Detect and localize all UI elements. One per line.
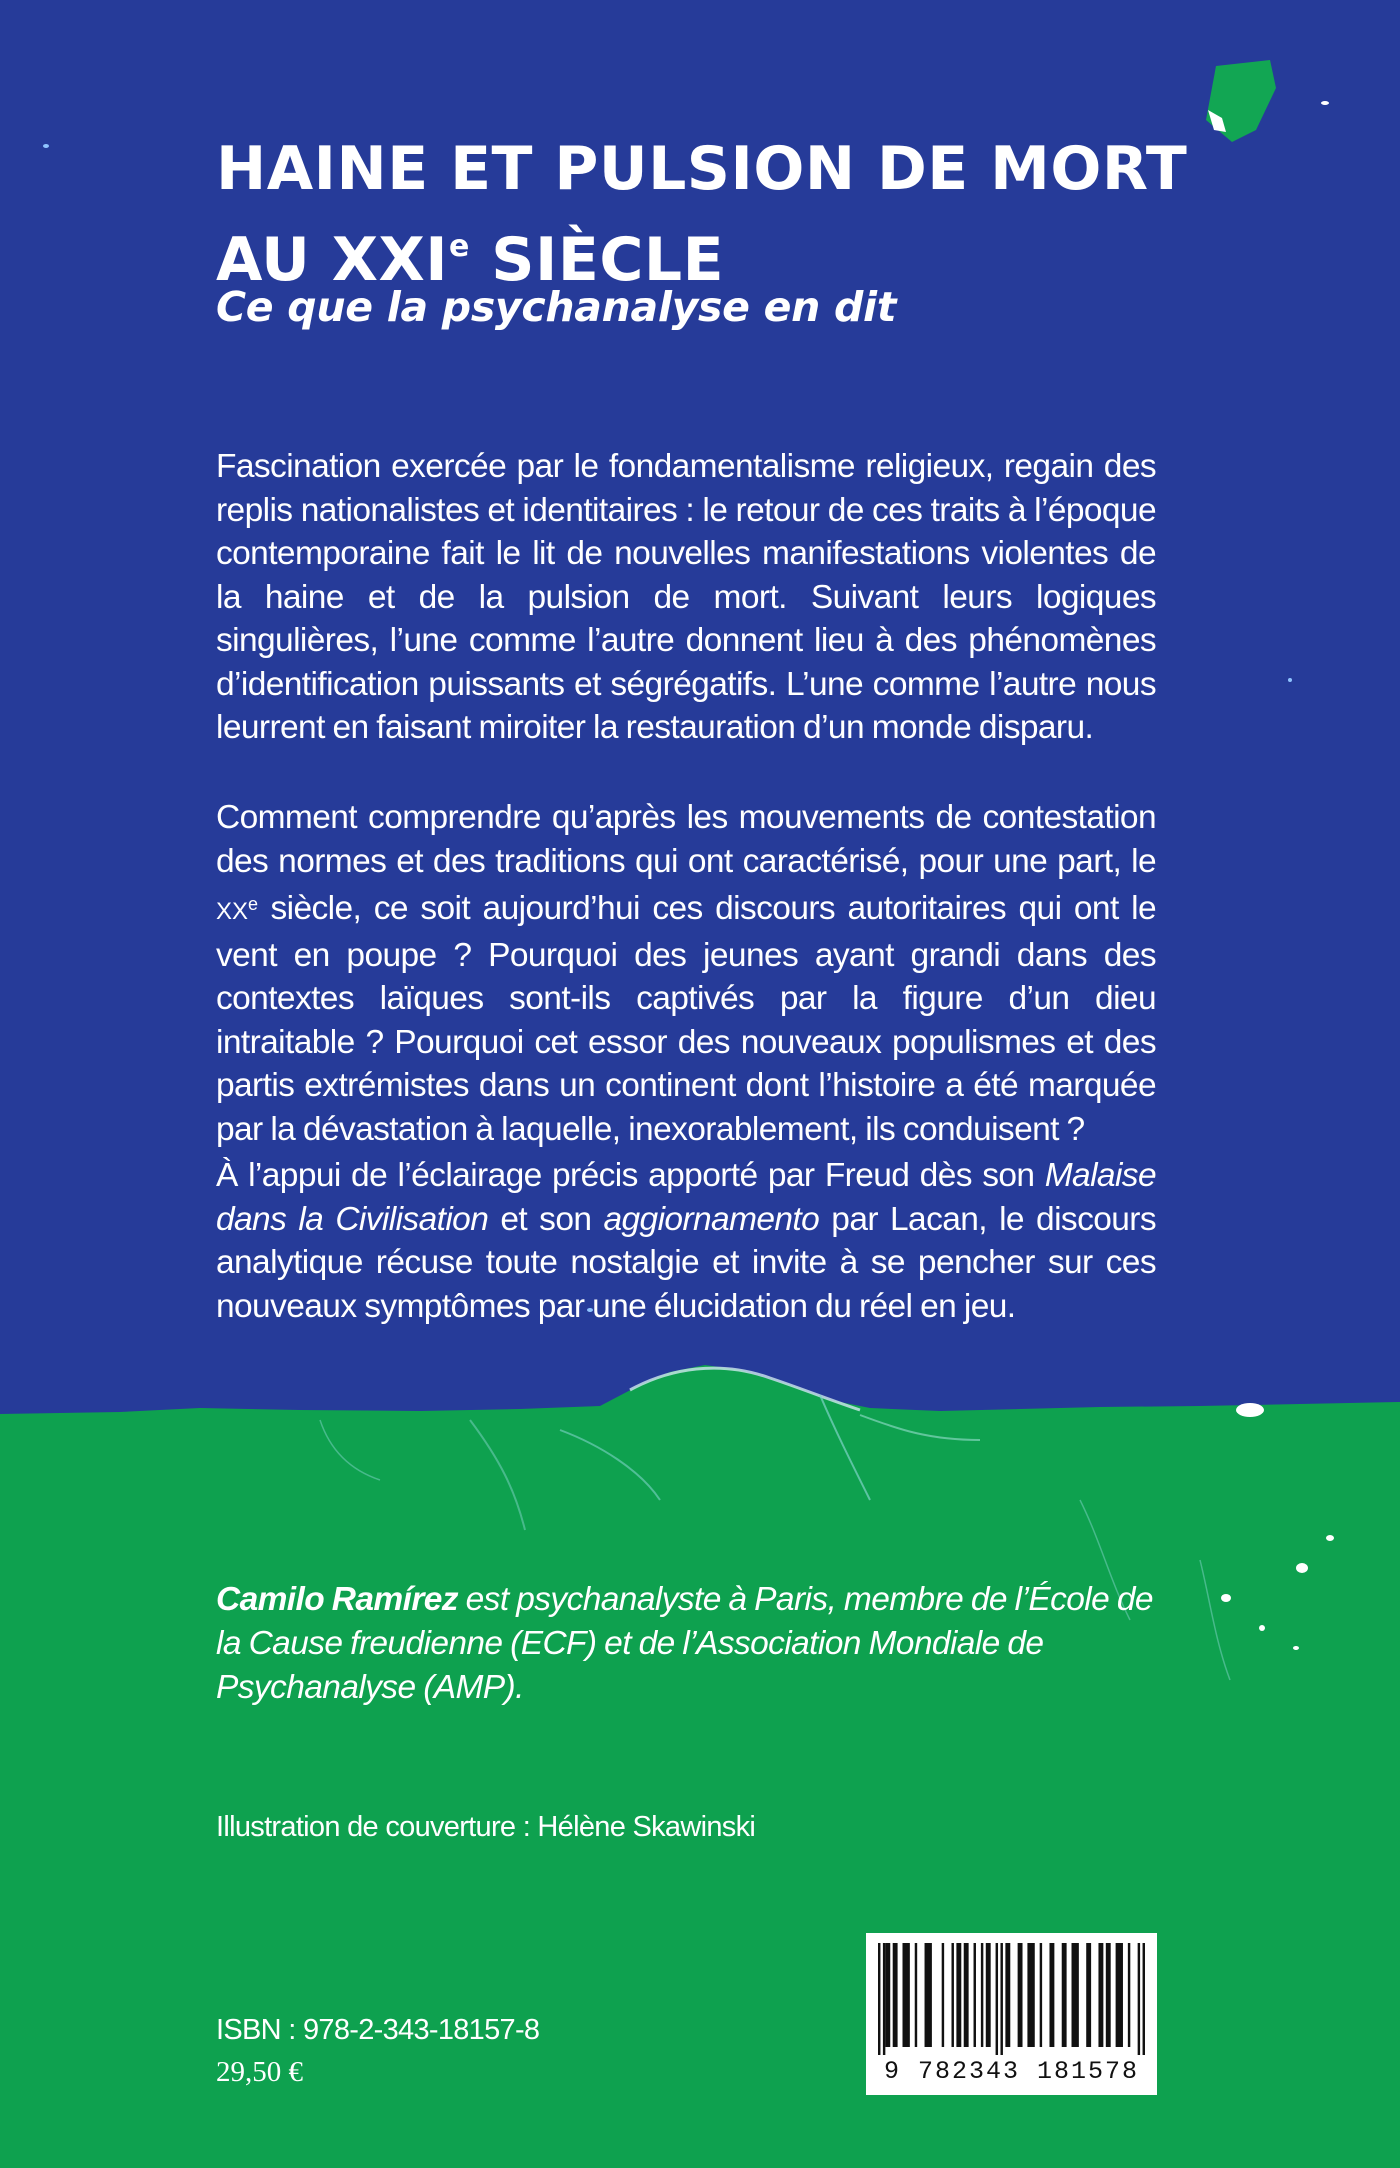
book-title [216, 130, 1216, 299]
white-paint-fleck [1293, 1646, 1299, 1650]
author-bio-text: est psychanalyste à Paris, membre de l’École de la Cause freudienne (ECF) et de l’Association Mondiale de Psychanalyse (AMP). [216, 1581, 1153, 1706]
barcode-bar [964, 1943, 969, 2047]
barcode-bar [1000, 1943, 1002, 2055]
blurb-paragraph-2 [216, 796, 1156, 1151]
barcode-bar [925, 1943, 932, 2047]
barcode-bar [1072, 1943, 1079, 2047]
barcode-bar [996, 1943, 998, 2055]
isbn-text: ISBN : 978-2-343-18157-8 [216, 2014, 540, 2046]
barcode-bar [1128, 1943, 1130, 2047]
white-paint-fleck [1288, 678, 1292, 682]
blurb-paragraph-3-text [216, 1154, 1156, 1328]
barcode-bar [1106, 1943, 1111, 2047]
barcode-bar [1143, 1943, 1145, 2055]
title-siecle-text: SIÈCLE [469, 225, 725, 295]
price-text: 29,50 € [216, 2056, 303, 2088]
barcode-bar [915, 1943, 917, 2047]
barcode-bar [1049, 1943, 1054, 2047]
barcode-bar [1116, 1943, 1123, 2047]
isbn-barcode [866, 1933, 1157, 2095]
white-paint-fleck [1221, 1594, 1231, 1602]
barcode-bar [1086, 1943, 1091, 2047]
century-suffix: e [248, 894, 259, 914]
barcode-bar [893, 1943, 898, 2047]
white-paint-fleck [1296, 1563, 1308, 1573]
barcode-bar [903, 1943, 910, 2047]
barcode-bar [974, 1943, 976, 2047]
blurb-paragraph-2-text [216, 796, 1156, 1151]
illustration-credit: Illustration de couverture : Hélène Skawinski [216, 1811, 756, 1843]
blurb-paragraph-1 [216, 445, 1156, 750]
white-paint-fleck [1236, 1403, 1264, 1417]
title-century-suffix: e [449, 229, 470, 264]
blurb-paragraph-3 [216, 1154, 1156, 1328]
green-hill-area [0, 1365, 1400, 2168]
barcode-bar [981, 1943, 983, 2047]
author-name: Camilo Ramírez [216, 1581, 458, 1618]
title-century-text: AU XXI [216, 225, 449, 295]
title-line-1: HAINE ET PULSION DE MORT [216, 134, 1188, 204]
barcode-bar [1040, 1943, 1042, 2047]
aggiornamento-term: aggiornamento [603, 1200, 820, 1238]
blurb-p3-part-a: À l’appui de l’éclairage précis apporté par Freud dès son [216, 1157, 1045, 1194]
barcode-bar [878, 1943, 880, 2055]
barcode-bar [1138, 1943, 1140, 2055]
blurb-p3-part-b: et son [488, 1200, 604, 1238]
book-subtitle: Ce que la psychanalyse en dit [216, 283, 897, 331]
century-numeral: XX [216, 898, 249, 925]
blurb-p3-part-c: par Lacan, le discours analytique récuse toute nostalgie et invite à se pencher sur ces nouveaux symptômes par une élucidation du réel en jeu. [216, 1200, 1156, 1325]
barcode-bar [1027, 1943, 1034, 2047]
barcode-bar [885, 1943, 890, 2047]
blurb-paragraph-1-text: Fascination exercée par le fondamentalisme religieux, regain des replis nationalistes et identitaires : le retour de ces traits à l’époque contemporaine fait le lit de nouvelles manifestations violentes de la haine et de la pulsion de mort. Suivant leurs logiques singulières, l’une comme l’autre donnent lieu à des phénomènes d’identification puissants et ségrégatifs. L’une comme l’autre nous leurrent en faisant miroiter la restauration d’un monde disparu. [216, 448, 1156, 746]
barcode-bar [1062, 1943, 1067, 2047]
white-paint-fleck [1321, 101, 1329, 105]
white-paint-fleck [43, 144, 49, 148]
freud-work-title: Malaise dans la Civilisation [216, 1157, 1156, 1238]
barcode-bar [956, 1943, 961, 2047]
barcode-bar [1098, 1943, 1103, 2047]
barcode-bar [883, 1943, 885, 2055]
white-paint-fleck [1326, 1535, 1334, 1541]
barcode-bar [986, 1943, 991, 2047]
century-small-caps [216, 894, 259, 925]
barcode-bar [951, 1943, 953, 2047]
white-paint-fleck [1259, 1625, 1265, 1631]
blurb-p2-part-b: siècle, ce soit aujourd’hui ces discours autoritaires qui ont le vent en poupe ? Pourquoi des jeunes ayant grandi dans des contextes laïques sont-ils captivés par la figure d’un dieu intraitable ? Pourquoi cet essor des nouveaux populismes et des partis extrémistes dans un continent dont l’histoire a été marquée par la dévastation à laquelle, inexorablement, ils conduisent ? [216, 890, 1156, 1148]
author-bio [216, 1578, 1176, 1710]
barcode-bars [878, 1943, 1145, 2055]
barcode-bar [1005, 1943, 1010, 2047]
barcode-bar [1018, 1943, 1023, 2047]
barcode-digits: 9 782343 181578 [883, 2057, 1140, 2086]
barcode-bar [942, 1943, 944, 2047]
blurb-p2-part-a: Comment comprendre qu’après les mouvements de contestation des normes et des traditions qui ont caractérisé, pour une part, le [216, 799, 1156, 880]
